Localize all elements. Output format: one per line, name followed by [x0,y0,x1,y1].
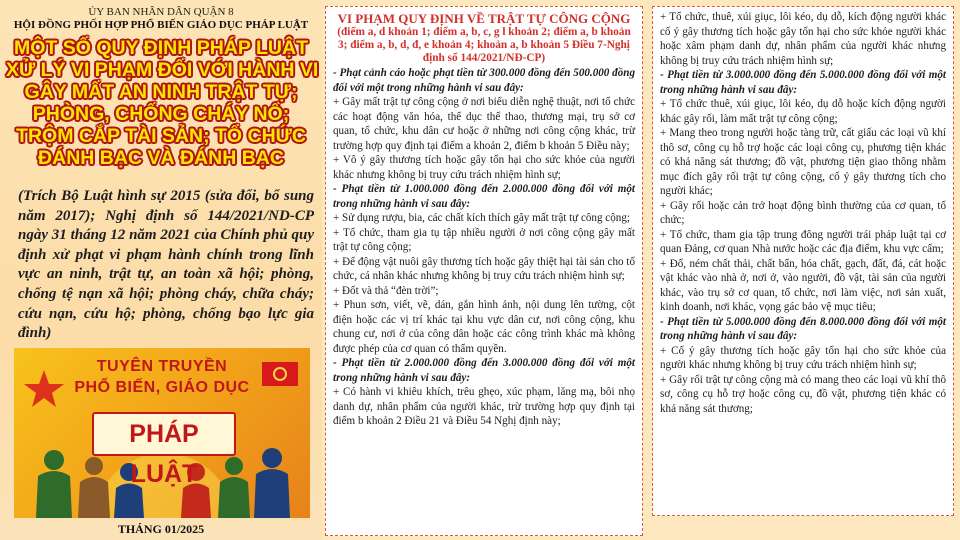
violation-item: + Vô ý gây thương tích hoặc gây tổn hại cho sức khỏe của người khác nhưng không bị truy cứu trách nhiệm hình sự; [333,154,635,181]
violation-item: + Mang theo trong người hoặc tàng trữ, cất giấu các loại vũ khí thô sơ, công cụ hỗ trợ hoặc các loại công cụ, phương tiện khác có khả năng sát thương; đồ vật, phương tiện giao thông nhằm mục đích gây rối trật tự công cộng, cố ý gây thương tích cho người khác; [660,127,946,197]
left-panel [0,0,322,540]
violation-item: + Đốt và thả “đèn trời”; [333,284,439,297]
violation-item: + Đổ, ném chất thải, chất bẩn, hóa chất, gạch, đất, đá, cát hoặc vật khác vào nhà ở, nơi ở, vào người, đồ vật, tài sản của người khác, vào trụ sở cơ quan, tổ chức, nơi làm việc, nơi sản xuất, kinh doanh, nơi khác, vọng gác bảo vệ mục tiêu; [660,257,946,313]
fine-heading: - Phạt tiền từ 2.000.000 đồng đến 3.000.000 đồng đối với một trong những hành vi sau đây: [333,357,635,384]
headline-line: XỬ LÝ VI PHẠM ĐỐI VỚI HÀNH VI [6,59,319,81]
violation-item: + Có hành vi khiêu khích, trêu ghẹo, xúc phạm, lăng mạ, bôi nhọ danh dự, nhân phẩm của người khác, trừ trường hợp quy định tại điểm b khoản 2 Điều 21 và Điều 54 Nghị định này; [333,386,635,428]
violation-item: + Gây mất trật tự công cộng ở nơi biểu diễn nghệ thuật, nơi tổ chức các hoạt động văn hóa, thể dục thể thao, thương mại, trụ sở cơ quan, tổ chức, khu dân cư hoặc ở những nơi công cộng khác, trừ trường hợp quy định tại điểm a khoản 2, điểm b khoản 5 Điều này; [333,96,635,152]
fine-heading: - Phạt tiền từ 3.000.000 đồng đến 5.000.000 đồng đối với một trong những hành vi sau đây: [660,69,946,96]
violation-item: + Tổ chức, tham gia tụ tập nhiều người ở nơi công cộng gây mất trật tự công cộng; [333,226,635,254]
poster-line-3: PHÁP LUẬT [92,412,236,456]
middle-list [333,66,635,429]
violation-item: + Gây rối trật tự công cộng mà có mang theo các loại vũ khí thô sơ, công cụ hỗ trợ hoặc công cụ, đồ vật, phương tiện khác có khả năng sát thương; [660,373,946,415]
month-label: THÁNG 01/2025 [117,522,205,536]
violation-item: + Cố ý gây thương tích hoặc gây tổn hại cho sức khỏe của người khác nhưng không bị truy cứu trách nhiệm hình sự; [660,344,946,371]
headline [6,37,319,169]
poster-image [14,348,310,518]
violation-item: + Để động vật nuôi gây thương tích hoặc gây thiệt hại tài sản cho tổ chức, cá nhân khác nhưng không bị truy cứu trách nhiệm hình sự; [333,255,635,283]
poster-line-1: TUYÊN TRUYỀN [96,358,228,375]
section-title [333,11,635,64]
section-title-main: VI PHẠM QUY ĐỊNH VỀ TRẬT TỰ CÔNG CỘNG [337,11,631,26]
legal-basis: (Trích Bộ Luật hình sự 2015 (sửa đổi, bổ sung năm 2017); Nghị định số 144/2021/ND-CP ngày 31 tháng 12 năm 2021 của Chính phủ quy định xử phạt vi phạm hành chính trong lĩnh vực an ninh, trật tự, an toàn xã hội; phòng, chống tệ nạn xã hội; phòng cháy, chữa cháy; cứu nạn, cứu hộ; phòng, chống bạo lực gia đình) [18,188,314,342]
headline-line: GÂY MẤT AN NINH TRẬT TỰ; [24,81,298,103]
violation-item: + Sử dụng rượu, bia, các chất kích thích gây mất trật tự công cộng; [333,212,630,225]
violation-item: + Gây rối hoặc cản trở hoạt động bình thường của cơ quan, tổ chức; [660,199,946,226]
org-line-2: HỘI ĐỒNG PHỐI HỢP PHỔ BIẾN GIÁO DỤC PHÁP LUẬT [13,19,309,31]
section-title-reference: (điểm a, d khoản 1; điểm a, b, c, g l khoản 2; điểm a, b khoản 3; điểm a, b, d, đ, e khoản 4; khoản a, b khoản 5 Điều 7-Nghị định số 144/2021/NĐ-CP) [337,26,631,64]
headline-line: MỘT SỐ QUY ĐỊNH PHÁP LUẬT [14,37,308,59]
right-column [652,6,954,516]
fine-heading: - Phạt tiền từ 1.000.000 đồng đến 2.000.000 đồng đối với một trong những hành vi sau đây: [333,183,635,210]
fine-heading: - Phạt tiền từ 5.000.000 đồng đến 8.000.000 đồng đối với một trong những hành vi sau đây: [660,315,946,342]
middle-column [325,6,643,536]
right-list [660,10,946,416]
fine-heading: - Phạt cảnh cáo hoặc phạt tiền từ 300.000 đồng đến 500.000 đồng đối với một trong những hành vi sau đây: [333,67,635,94]
violation-item: + Tổ chức thuê, xúi giục, lôi kéo, dụ dỗ hoặc kích động người khác gây rối, làm mất trật tự công cộng; [660,98,946,125]
headline-line: PHÒNG, CHỐNG CHÁY NỔ; [32,103,290,125]
violation-item: + Tổ chức, tham gia tập trung đông người trái pháp luật tại cơ quan Đảng, cơ quan Nhà nước hoặc các địa điểm, khu vực cấm; [660,228,946,255]
violation-item: + Tổ chức, thuê, xúi giục, lôi kéo, dụ dỗ, kích động người khác cố ý gây thương tích hoặc gây tổn hại cho sức khỏe người khác hoặc xâm phạm danh dự, nhân phẩm của người khác nhưng không bị truy cứu trách nhiệm hình sự; [660,11,946,67]
headline-line: ĐÁNH BẠC VÀ ĐÁNH BẠC [38,147,284,169]
violation-item: + Phun sơn, viết, vẽ, dán, gắn hình ảnh, nội dung lên tường, cột điện hoặc các vị trí khác tại khu vực dân cư, nơi công cộng, khu chung cư, nơi ở của công dân hoặc các công trình khác mà không được phép của cơ quan có thẩm quyền. [333,299,635,355]
poster-line-2: PHỔ BIẾN, GIÁO DỤC [74,379,250,396]
headline-line: TRỘM CẮP TÀI SẢN; TỔ CHỨC [16,125,306,147]
org-line-1: ỦY BAN NHÂN DÂN QUẬN 8 [88,6,234,18]
